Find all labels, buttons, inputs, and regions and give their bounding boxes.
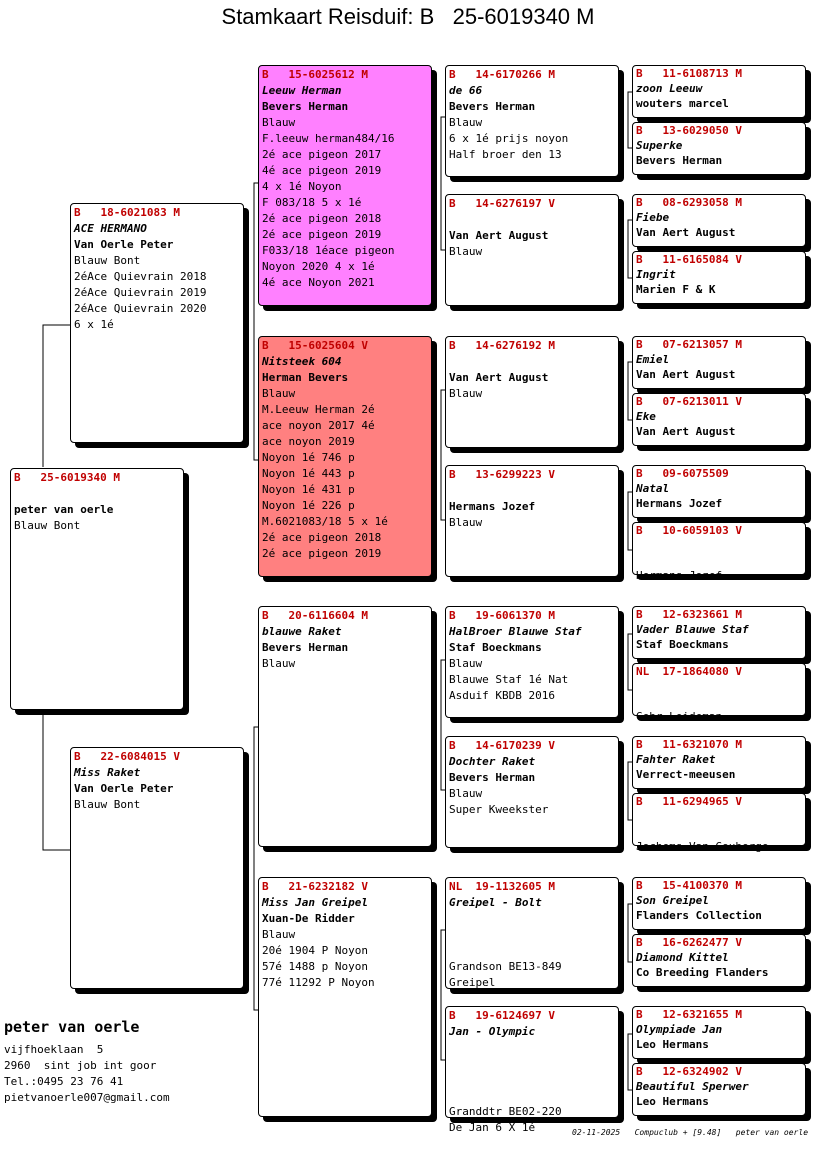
card-line: Half broer den 13 — [449, 148, 562, 161]
ring-number: B 15-4100370 M — [636, 879, 742, 892]
pigeon-name: blauwe Raket — [262, 625, 342, 638]
pigeon-name: Jan - Olympic — [449, 1025, 536, 1038]
pigeon-name — [636, 538, 802, 553]
pigeon-name — [449, 354, 615, 370]
footer-city: 2960 sint job int goor — [4, 1059, 157, 1072]
ring-number: B 15-6025604 V — [262, 339, 368, 352]
owner-name: Hermans Jozef — [636, 497, 723, 510]
pigeon-name: Natal — [636, 482, 670, 495]
card-line: 4é ace pigeon 2019 — [262, 164, 382, 177]
card-line: Blauw Bont — [14, 519, 81, 532]
pedigree-card-gen4-8[interactable] — [632, 522, 806, 582]
card-line — [449, 1056, 615, 1072]
card-line: Grandson BE13-849 — [449, 960, 562, 973]
card-line: Blauw — [449, 245, 483, 258]
pigeon-name: Nitsteek 604 — [262, 355, 342, 368]
card-line: Noyon 1é 443 p — [262, 467, 355, 480]
owner-name — [449, 911, 615, 927]
owner-name: Van Oerle Peter — [74, 782, 174, 795]
card-line: Blauw — [262, 928, 296, 941]
ring-number: B 09-6075509 — [636, 467, 729, 480]
owner-name: Bevers Herman — [449, 771, 536, 784]
card-line: F.leeuw herman484/16 — [262, 132, 395, 145]
ring-number: B 11-6165084 V — [636, 253, 742, 266]
pigeon-name: Ingrit — [636, 268, 676, 281]
ring-number: B 14-6276197 V — [449, 197, 555, 210]
ring-number: B 11-6321070 M — [636, 738, 742, 751]
ring-number: B 19-6061370 M — [449, 609, 555, 622]
card-line: Greipel — [449, 976, 496, 989]
print-stamp: 02-11-2025 Compuclub + [9.48] peter van oerle — [572, 1128, 809, 1137]
ring-number: B 11-6294965 V — [636, 795, 742, 808]
owner-name: Xuan-De Ridder — [262, 912, 355, 925]
owner-name: Bevers Herman — [449, 100, 536, 113]
owner-name — [449, 1040, 615, 1056]
owner-name: peter van oerle — [14, 503, 114, 516]
owner-name: Leo Hermans — [636, 1038, 709, 1051]
ring-number: B 13-6029050 V — [636, 124, 742, 137]
card-line: 2é ace pigeon 2019 — [262, 547, 382, 560]
card-line: Blauw — [449, 787, 483, 800]
owner-name: Van Aert August — [636, 226, 736, 239]
card-line: Blauw — [449, 116, 483, 129]
pedigree-card-mother[interactable] — [70, 747, 244, 989]
pedigree-card-grandmother-paternal[interactable] — [258, 336, 432, 577]
pigeon-name: Greipel - Bolt — [449, 896, 542, 909]
card-line: ace noyon 2019 — [262, 435, 355, 448]
pedigree-card-gen3-6[interactable] — [445, 736, 619, 848]
pigeon-name: Dochter Raket — [449, 755, 536, 768]
pedigree-card-grandfather-paternal[interactable] — [258, 65, 432, 306]
pigeon-name: Beautiful Sperwer — [636, 1080, 749, 1093]
pedigree-card-gen3-1[interactable] — [445, 65, 619, 177]
ring-number: B 14-6170239 V — [449, 739, 555, 752]
card-line: 6 x 1é prijs noyon — [449, 132, 569, 145]
pigeon-name: Miss Raket — [74, 766, 141, 779]
pigeon-name — [636, 809, 802, 824]
card-line: F 083/18 5 x 1é — [262, 196, 362, 209]
card-line: 4 x 1é Noyon — [262, 180, 342, 193]
ring-number: B 20-6116604 M — [262, 609, 368, 622]
page-title: Stamkaart Reisduif: B 25-6019340 M — [221, 4, 595, 29]
card-line: 2é ace pigeon 2017 — [262, 148, 382, 161]
card-line: Blauw — [449, 657, 483, 670]
pigeon-name — [14, 486, 180, 502]
pigeon-name: Olympiade Jan — [636, 1023, 723, 1036]
pedigree-card-gen4-4[interactable] — [632, 251, 806, 304]
card-line: ace noyon 2017 4é — [262, 419, 375, 432]
pedigree-card-gen4-11[interactable] — [632, 736, 806, 789]
ring-number: B 16-6262477 V — [636, 936, 742, 949]
ring-number: B 15-6025612 M — [262, 68, 368, 81]
card-line: 2éAce Quievrain 2019 — [74, 286, 207, 299]
pedigree-card-gen4-5[interactable] — [632, 336, 806, 389]
card-line: Blauw — [262, 657, 296, 670]
owner-name: Van Aert August — [449, 371, 549, 384]
ring-number: B 12-6323661 M — [636, 608, 742, 621]
card-line: M.6021083/18 5 x 1é — [262, 515, 388, 528]
pigeon-name: Son Greipel — [636, 894, 709, 907]
card-line: De Jan 6 X 1é — [449, 1121, 536, 1134]
owner-name: Co Breeding Flanders — [636, 966, 769, 979]
card-line: Gebr Leideman — [636, 710, 723, 723]
pigeon-name — [449, 212, 615, 228]
pigeon-name: de 66 — [449, 84, 483, 97]
owner-name: Herman Bevers — [262, 371, 349, 384]
footer-address — [4, 1042, 170, 1106]
owner-name: Staf Boeckmans — [636, 638, 729, 651]
pedigree-card-gen4-13[interactable] — [632, 877, 806, 930]
ring-number: B 25-6019340 M — [14, 471, 120, 484]
pigeon-name: ACE HERMANO — [74, 222, 147, 235]
card-line: Noyon 1é 226 p — [262, 499, 355, 512]
card-line: 2é ace pigeon 2018 — [262, 212, 382, 225]
footer-email[interactable]: pietvanoerle007@gmail.com — [4, 1091, 170, 1104]
pigeon-name: Vader Blauwe Staf — [636, 623, 749, 636]
card-line — [449, 1072, 615, 1088]
pedigree-card-gen4-14[interactable] — [632, 934, 806, 987]
card-line: 2éAce Quievrain 2020 — [74, 302, 207, 315]
pigeon-name: Superke — [636, 139, 683, 152]
owner-name: Van Oerle Peter — [74, 238, 174, 251]
card-line: Noyon 2020 4 x 1é — [262, 260, 375, 273]
owner-name — [636, 553, 802, 568]
ring-number: B 11-6108713 M — [636, 67, 742, 80]
card-line: Blauw Bont — [74, 798, 141, 811]
pedigree-card-gen4-12[interactable] — [632, 793, 806, 853]
pedigree-card-gen3-4[interactable] — [445, 465, 619, 577]
pedigree-card-gen3-8[interactable] — [445, 1006, 619, 1134]
owner-name: Bevers Herman — [262, 100, 349, 113]
pigeon-name: zoon Leeuw — [636, 82, 703, 95]
ring-number: B 12-6324902 V — [636, 1065, 742, 1078]
ring-number: B 10-6059103 V — [636, 524, 742, 537]
owner-name: Van Aert August — [636, 368, 736, 381]
pedigree-card-gen3-3[interactable] — [445, 336, 619, 448]
pigeon-name: Fiebe — [636, 211, 670, 224]
card-line: Blauw Bont — [74, 254, 141, 267]
owner-name: wouters marcel — [636, 97, 729, 110]
card-line: M.Leeuw Herman 2é — [262, 403, 375, 416]
ring-number: B 12-6321655 M — [636, 1008, 742, 1021]
card-line: Hermans Jozef — [636, 569, 723, 582]
pedigree-card-gen4-16[interactable] — [632, 1063, 806, 1116]
ring-number: B 22-6084015 V — [74, 750, 180, 763]
pigeon-name: Fahter Raket — [636, 753, 716, 766]
pedigree-card-father[interactable] — [70, 203, 244, 443]
card-line — [449, 943, 615, 959]
owner-name — [636, 824, 802, 839]
pedigree-card-gen3-2[interactable] — [445, 194, 619, 306]
pigeon-name: Emiel — [636, 353, 670, 366]
owner-name: Marien F & K — [636, 283, 716, 296]
pedigree-card-gen4-1[interactable] — [632, 65, 806, 118]
ring-number: B 19-6124697 V — [449, 1009, 555, 1022]
card-line: 57é 1488 p Noyon — [262, 960, 368, 973]
owner-name: Flanders Collection — [636, 909, 762, 922]
card-line: 2éAce Quievrain 2018 — [74, 270, 207, 283]
footer-phone: Tel.:0495 23 76 41 — [4, 1075, 124, 1088]
owner-name: Staf Boeckmans — [449, 641, 542, 654]
pedigree-card-gen4-3[interactable] — [632, 194, 806, 247]
pigeon-name — [449, 483, 615, 499]
ring-number: B 14-6276192 M — [449, 339, 555, 352]
footer-owner-name: peter van oerle — [4, 1018, 140, 1036]
card-line: Asduif KBDB 2016 — [449, 689, 555, 702]
pedigree-card-grandfather-maternal[interactable] — [258, 606, 432, 847]
pigeon-name: HalBroer Blauwe Staf — [449, 625, 582, 638]
pedigree-card-gen4-2[interactable] — [632, 122, 806, 175]
card-line — [449, 1088, 615, 1104]
card-line: 20é 1904 P Noyon — [262, 944, 368, 957]
ring-number: B 07-6213011 V — [636, 395, 742, 408]
owner-name: Van Aert August — [636, 425, 736, 438]
owner-name: Hermans Jozef — [449, 500, 536, 513]
card-line: Jochems-Van Gouberge — [636, 840, 769, 853]
card-line: 77é 11292 P Noyon — [262, 976, 375, 989]
owner-name — [636, 694, 802, 709]
pigeon-name: Eke — [636, 410, 656, 423]
card-line: 4é ace Noyon 2021 — [262, 276, 375, 289]
ring-number: B 14-6170266 M — [449, 68, 555, 81]
owner-name: Van Aert August — [449, 229, 549, 242]
ring-number: B 18-6021083 M — [74, 206, 180, 219]
ring-number: B 13-6299223 V — [449, 468, 555, 481]
card-line: F033/18 1éace pigeon — [262, 244, 395, 257]
pedigree-card-gen4-7[interactable] — [632, 465, 806, 518]
owner-name: Bevers Herman — [262, 641, 349, 654]
owner-name: Bevers Herman — [636, 154, 723, 167]
owner-name: Verrect-meeusen — [636, 768, 736, 781]
pigeon-name: Diamond Kittel — [636, 951, 729, 964]
pedigree-card-grandmother-maternal[interactable] — [258, 877, 432, 1117]
ring-number: NL 19-1132605 M — [449, 880, 555, 893]
pedigree-card-gen3-7[interactable] — [445, 877, 619, 989]
card-line: Noyon 1é 746 p — [262, 451, 355, 464]
card-line: Super Kweekster — [449, 803, 549, 816]
ring-number: B 21-6232182 V — [262, 880, 368, 893]
card-line: Noyon 1é 431 p — [262, 483, 355, 496]
pigeon-name: Miss Jan Greipel — [262, 896, 368, 909]
card-line: Blauw — [449, 516, 483, 529]
pedigree-card-gen4-6[interactable] — [632, 393, 806, 446]
card-line: Blauw — [262, 387, 296, 400]
card-line: Blauw — [449, 387, 483, 400]
ring-number: B 08-6293058 M — [636, 196, 742, 209]
card-line: 6 x 1é — [74, 318, 114, 331]
card-line — [449, 927, 615, 943]
pedigree-card-subject[interactable] — [10, 468, 184, 710]
card-line: Blauwe Staf 1é Nat — [449, 673, 569, 686]
pigeon-name — [636, 679, 802, 694]
pedigree-card-gen4-10[interactable] — [632, 663, 806, 723]
card-line: 2é ace pigeon 2018 — [262, 531, 382, 544]
owner-name: Leo Hermans — [636, 1095, 709, 1108]
pedigree-card-gen3-5[interactable] — [445, 606, 619, 718]
card-line: 2é ace pigeon 2019 — [262, 228, 382, 241]
pedigree-card-gen4-15[interactable] — [632, 1006, 806, 1059]
pigeon-name: Leeuw Herman — [262, 84, 342, 97]
footer-street: vijfhoeklaan 5 — [4, 1043, 104, 1056]
card-line: Granddtr BE02-220 — [449, 1105, 562, 1118]
ring-number: B 07-6213057 M — [636, 338, 742, 351]
card-line: Blauw — [262, 116, 296, 129]
pedigree-card-gen4-9[interactable] — [632, 606, 806, 659]
ring-number: NL 17-1864080 V — [636, 665, 742, 678]
